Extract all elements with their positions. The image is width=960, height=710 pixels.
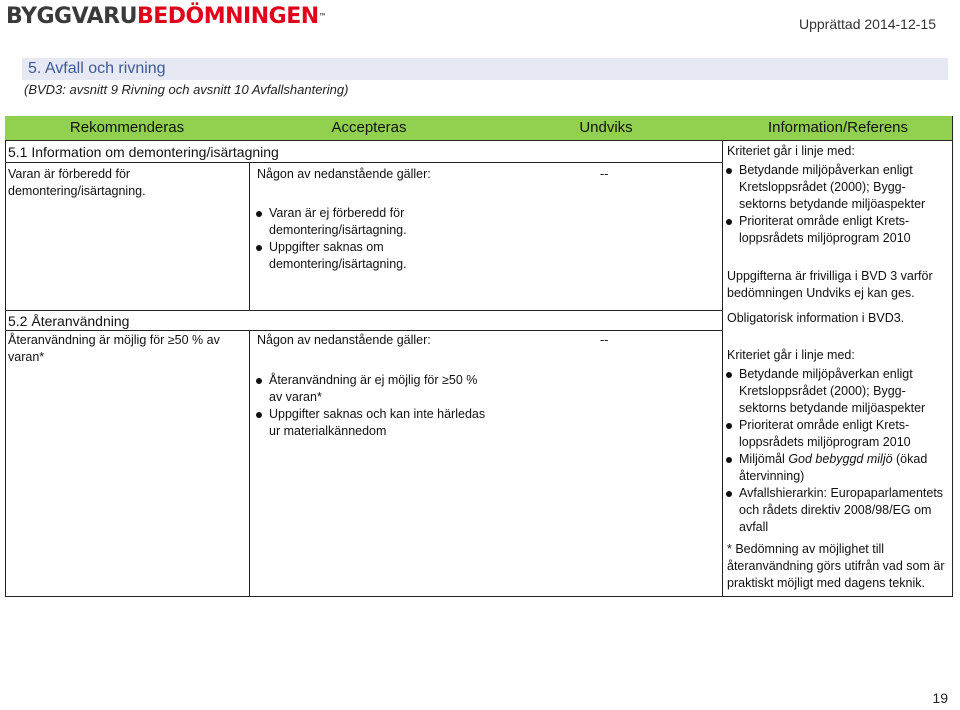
- column-divider-rek-2: [249, 330, 250, 596]
- sub2-info-intro: Kriteriet går i linje med:: [727, 348, 855, 362]
- section-title: 5. Avfall och rivning: [28, 60, 166, 77]
- list-item-miljomal: Miljömål God bebyggd miljö (ökad återvinning): [725, 451, 951, 485]
- sub1-info-list: [725, 162, 947, 247]
- col-header-rekommenderas: Rekommenderas: [69, 119, 185, 136]
- column-divider-rek-1: [249, 162, 250, 310]
- column-divider-info: [722, 140, 723, 596]
- list-item: Uppgifter saknas och kan inte härledas ur materialkännedom: [255, 406, 490, 440]
- list-item: Betydande miljöpåverkan enligt Kretsloppsrådet (2000); Bygg-sektorns betydande miljöaspekter: [725, 162, 947, 213]
- sub2-accepteras-list: [255, 372, 490, 440]
- sub2-rekommenderas-text: Återanvändning är möjlig för ≥50 % av varan*: [8, 333, 220, 364]
- sub1-accepteras-intro: Någon av nedanstående gäller:: [257, 167, 431, 181]
- list-item: Avfallshierarkin: Europaparlamentets och rådets direktiv 2008/98/EG om avfall: [725, 485, 951, 536]
- page-number: 19: [932, 690, 948, 706]
- sub2-info-list: [725, 366, 951, 536]
- table-border-right: [952, 116, 953, 596]
- sub2-accepteras-intro: Någon av nedanstående gäller:: [257, 333, 431, 347]
- sub1-info-note: Uppgifterna är frivilliga i BVD 3 varför bedömningen Undviks ej kan ges.: [727, 269, 933, 300]
- col-header-information: Information/Referens: [767, 119, 909, 136]
- row-line-2: [5, 310, 722, 311]
- subsection-title-5-2: 5.2 Återanvändning: [8, 313, 130, 329]
- list-item: Varan är ej förberedd för demontering/isärtagning.: [255, 205, 425, 239]
- list-item: Prioriterat område enligt Krets-loppsrådets miljöprogram 2010: [725, 213, 947, 247]
- list-item: Betydande miljöpåverkan enligt Kretsloppsrådet (2000); Bygg-sektorns betydande miljöaspekter: [725, 366, 951, 417]
- list-item: Återanvändning är ej möjlig för ≥50 % av varan*: [255, 372, 490, 406]
- sub2-footnote: * Bedömning av möjlighet till återanvändning görs utifrån vad som är praktiskt möjligt med dagens teknik.: [727, 542, 945, 590]
- date-label: Upprättad 2014-12-15: [799, 16, 936, 32]
- col-header-accepteras: Accepteras: [331, 119, 407, 136]
- list-item: Prioriterat område enligt Krets-loppsrådets miljöprogram 2010: [725, 417, 951, 451]
- sub1-accepteras-list: [255, 205, 425, 273]
- sub2-undviks-value: --: [600, 333, 609, 347]
- row-line-1: [5, 162, 722, 163]
- sub1-info-intro: Kriteriet går i linje med:: [727, 144, 855, 158]
- list-item: Uppgifter saknas om demontering/isärtagning.: [255, 239, 425, 273]
- sub1-rekommenderas-text: Varan är förberedd för demontering/isärtagning.: [8, 167, 146, 198]
- table-line-top: [5, 140, 953, 141]
- subsection-title-5-1: 5.1 Information om demontering/isärtagning: [8, 144, 279, 160]
- brand-logo: BYGGVARUBEDÖMNINGEN™: [6, 4, 327, 29]
- table-line-bottom: [5, 596, 953, 597]
- sub1-undviks-value: --: [600, 167, 609, 181]
- row-line-3: [5, 330, 722, 331]
- section-subtitle: (BVD3: avsnitt 9 Rivning och avsnitt 10 Avfallshantering): [24, 82, 349, 97]
- table-border-left: [5, 140, 6, 596]
- sub2-info-mandatory: Obligatorisk information i BVD3.: [727, 311, 905, 325]
- col-header-undviks: Undviks: [579, 119, 633, 136]
